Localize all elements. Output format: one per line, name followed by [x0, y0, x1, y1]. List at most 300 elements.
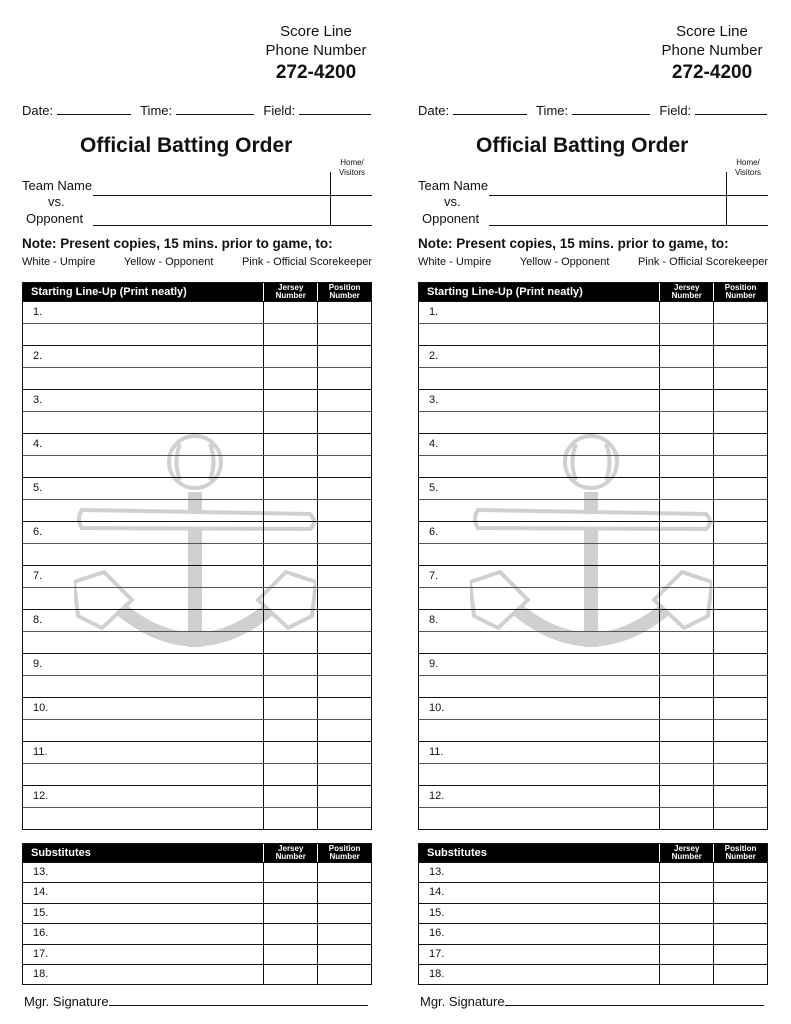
- jersey-number-cell[interactable]: [263, 904, 317, 923]
- table-row[interactable]: [23, 964, 371, 984]
- position-number-cell[interactable]: [713, 786, 767, 807]
- table-row[interactable]: [419, 433, 767, 455]
- note-text: Note: Present copies, 15 mins. prior to game, to:: [418, 236, 729, 251]
- starting-lineup-table: [418, 282, 768, 830]
- jersey-number-cell[interactable]: [659, 412, 713, 433]
- substitute-name-cell[interactable]: 15.: [429, 906, 445, 919]
- batter-name-cell[interactable]: 2.: [429, 350, 439, 362]
- batter-extra-cell[interactable]: [23, 500, 263, 521]
- position-number-cell[interactable]: [713, 863, 767, 882]
- position-number-cell[interactable]: [317, 500, 371, 521]
- batter-name-cell[interactable]: 3.: [33, 394, 43, 406]
- batter-name-cell[interactable]: 6.: [429, 526, 439, 538]
- table-row[interactable]: [419, 543, 767, 565]
- position-number-cell[interactable]: [317, 698, 371, 719]
- batter-name-cell[interactable]: 7.: [429, 570, 439, 582]
- batter-extra-cell[interactable]: [23, 412, 263, 433]
- time-label: Time:: [536, 103, 569, 118]
- position-number-cell[interactable]: [317, 808, 371, 829]
- jersey-number-cell[interactable]: [263, 412, 317, 433]
- substitute-name-cell[interactable]: 18.: [429, 967, 445, 980]
- batter-name-cell[interactable]: 11.: [33, 746, 48, 758]
- position-number-header: Position Number: [317, 844, 371, 862]
- table-row[interactable]: [23, 477, 371, 499]
- position-number-cell[interactable]: [713, 566, 767, 587]
- table-row[interactable]: [419, 741, 767, 763]
- position-number-cell[interactable]: [713, 610, 767, 631]
- position-number-cell[interactable]: [317, 786, 371, 807]
- position-number-cell[interactable]: [317, 924, 371, 943]
- copy-distribution: [22, 256, 372, 268]
- batter-extra-cell[interactable]: [23, 456, 263, 477]
- jersey-number-cell[interactable]: [263, 924, 317, 943]
- batter-extra-cell[interactable]: [419, 544, 659, 565]
- jersey-number-cell[interactable]: [263, 500, 317, 521]
- batter-name-cell[interactable]: 4.: [33, 438, 43, 450]
- batter-name-cell[interactable]: 2.: [33, 350, 43, 362]
- batter-name-cell[interactable]: 12.: [429, 790, 445, 802]
- jersey-number-cell[interactable]: [659, 924, 713, 943]
- position-number-cell[interactable]: [713, 390, 767, 411]
- table-row[interactable]: [419, 565, 767, 587]
- table-row[interactable]: [23, 944, 371, 964]
- position-number-cell[interactable]: [713, 346, 767, 367]
- position-number-cell[interactable]: [317, 478, 371, 499]
- table-row[interactable]: [23, 862, 371, 882]
- batter-extra-cell[interactable]: [419, 676, 659, 697]
- jersey-number-cell[interactable]: [659, 883, 713, 902]
- position-number-cell[interactable]: [713, 764, 767, 785]
- position-number-cell[interactable]: [713, 698, 767, 719]
- jersey-number-cell[interactable]: [659, 676, 713, 697]
- jersey-number-cell[interactable]: [659, 390, 713, 411]
- position-number-cell[interactable]: [317, 302, 371, 323]
- position-number-cell[interactable]: [713, 302, 767, 323]
- table-row[interactable]: [23, 697, 371, 719]
- jersey-number-cell[interactable]: [659, 588, 713, 609]
- jersey-number-cell[interactable]: [263, 588, 317, 609]
- table-row[interactable]: [419, 697, 767, 719]
- jersey-number-cell[interactable]: [263, 808, 317, 829]
- note-text: Note: Present copies, 15 mins. prior to game, to:: [22, 236, 333, 251]
- starting-lineup-table: [22, 282, 372, 830]
- table-row[interactable]: [419, 609, 767, 631]
- position-number-cell[interactable]: [317, 883, 371, 902]
- table-row[interactable]: [419, 675, 767, 697]
- table-row[interactable]: [23, 411, 371, 433]
- substitute-name-cell[interactable]: 16.: [429, 927, 445, 940]
- substitute-name-cell[interactable]: 15.: [33, 906, 49, 919]
- jersey-number-cell[interactable]: [263, 676, 317, 697]
- phone-number-label: Phone Number: [265, 42, 367, 59]
- position-number-cell[interactable]: [713, 434, 767, 455]
- jersey-number-cell[interactable]: [659, 302, 713, 323]
- batter-extra-cell[interactable]: [419, 588, 659, 609]
- position-number-cell[interactable]: [317, 610, 371, 631]
- table-row[interactable]: [419, 964, 767, 984]
- table-row[interactable]: [419, 719, 767, 741]
- batter-name-cell[interactable]: 10.: [33, 702, 49, 714]
- table-row[interactable]: [23, 543, 371, 565]
- table-row[interactable]: [23, 882, 371, 902]
- jersey-number-cell[interactable]: [263, 544, 317, 565]
- jersey-number-cell[interactable]: [659, 808, 713, 829]
- position-number-cell[interactable]: [317, 544, 371, 565]
- position-number-cell[interactable]: [713, 904, 767, 923]
- table-row[interactable]: [23, 741, 371, 763]
- jersey-number-cell[interactable]: [263, 390, 317, 411]
- team-name-blank[interactable]: [489, 195, 768, 196]
- jersey-number-cell[interactable]: [659, 544, 713, 565]
- manager-signature: [420, 994, 764, 1009]
- position-number-header: Position Number: [713, 283, 767, 301]
- batter-name-cell[interactable]: 9.: [429, 658, 439, 670]
- table-row[interactable]: [419, 411, 767, 433]
- table-row[interactable]: [23, 785, 371, 807]
- table-row[interactable]: [23, 653, 371, 675]
- jersey-number-cell[interactable]: [659, 522, 713, 543]
- jersey-number-cell[interactable]: [659, 786, 713, 807]
- table-row[interactable]: [23, 433, 371, 455]
- position-number-cell[interactable]: [713, 368, 767, 389]
- manager-signature: [24, 994, 368, 1009]
- substitute-name-cell[interactable]: 14.: [33, 886, 49, 899]
- signature-blank[interactable]: [109, 994, 368, 1006]
- position-number-cell[interactable]: [317, 346, 371, 367]
- opponent-blank[interactable]: [93, 225, 372, 226]
- jersey-number-cell[interactable]: [263, 456, 317, 477]
- batter-name-cell[interactable]: 10.: [429, 702, 445, 714]
- yellow-copy: Yellow - Opponent: [123, 256, 214, 268]
- home-visitors-divider: [330, 172, 331, 226]
- batter-extra-cell[interactable]: [419, 456, 659, 477]
- position-number-cell[interactable]: [317, 676, 371, 697]
- batter-name-cell[interactable]: 7.: [33, 570, 43, 582]
- jersey-number-cell[interactable]: [263, 720, 317, 741]
- position-number-cell[interactable]: [317, 654, 371, 675]
- date-time-field-row: [22, 103, 372, 118]
- position-number-cell[interactable]: [713, 808, 767, 829]
- jersey-number-header: Jersey Number: [659, 283, 713, 301]
- jersey-number-cell[interactable]: [263, 346, 317, 367]
- position-number-cell[interactable]: [317, 324, 371, 345]
- position-number-cell[interactable]: [317, 434, 371, 455]
- position-number-cell[interactable]: [317, 588, 371, 609]
- position-number-cell[interactable]: [713, 654, 767, 675]
- jersey-number-cell[interactable]: [263, 945, 317, 964]
- substitutes-header: [23, 844, 371, 862]
- jersey-number-cell[interactable]: [263, 522, 317, 543]
- position-number-cell[interactable]: [713, 478, 767, 499]
- jersey-number-cell[interactable]: [659, 324, 713, 345]
- jersey-number-cell[interactable]: [659, 698, 713, 719]
- position-number-cell[interactable]: [317, 522, 371, 543]
- jersey-number-cell[interactable]: [659, 346, 713, 367]
- date-blank[interactable]: [453, 103, 527, 115]
- table-row[interactable]: [23, 455, 371, 477]
- batter-name-cell[interactable]: 8.: [33, 614, 43, 626]
- batter-name-cell[interactable]: 11.: [429, 746, 444, 758]
- batter-extra-cell[interactable]: [23, 544, 263, 565]
- table-row[interactable]: [419, 477, 767, 499]
- table-row[interactable]: [23, 301, 371, 323]
- jersey-number-cell[interactable]: [263, 368, 317, 389]
- jersey-number-cell[interactable]: [263, 965, 317, 984]
- time-blank[interactable]: [572, 103, 650, 115]
- substitute-name-cell[interactable]: 16.: [33, 927, 49, 940]
- substitute-name-cell[interactable]: 13.: [33, 866, 49, 878]
- batter-extra-cell[interactable]: [23, 632, 263, 653]
- batter-extra-cell[interactable]: [23, 368, 263, 389]
- vs-label: vs.: [48, 194, 65, 209]
- batter-name-cell[interactable]: 1.: [33, 306, 43, 318]
- table-row[interactable]: [23, 763, 371, 785]
- phone-number-label: Phone Number: [661, 42, 763, 59]
- table-row[interactable]: [23, 587, 371, 609]
- table-row[interactable]: [23, 631, 371, 653]
- table-row[interactable]: [419, 587, 767, 609]
- visitors-label: Visitors: [734, 168, 762, 177]
- table-row[interactable]: [419, 763, 767, 785]
- table-row[interactable]: [419, 807, 767, 829]
- batter-name-cell[interactable]: 8.: [429, 614, 439, 626]
- jersey-number-cell[interactable]: [263, 324, 317, 345]
- table-row[interactable]: [419, 455, 767, 477]
- jersey-number-cell[interactable]: [659, 742, 713, 763]
- score-line-label: Score Line: [676, 23, 748, 40]
- table-row[interactable]: [419, 345, 767, 367]
- team-name-label: Team Name: [22, 178, 93, 193]
- batter-extra-cell[interactable]: [419, 324, 659, 345]
- position-number-cell[interactable]: [713, 883, 767, 902]
- jersey-number-cell[interactable]: [263, 698, 317, 719]
- jersey-number-cell[interactable]: [659, 456, 713, 477]
- batter-name-cell[interactable]: 12.: [33, 790, 49, 802]
- field-blank[interactable]: [299, 103, 371, 115]
- table-row[interactable]: [23, 675, 371, 697]
- position-number-cell[interactable]: [713, 324, 767, 345]
- position-number-cell[interactable]: [713, 676, 767, 697]
- jersey-number-cell[interactable]: [263, 786, 317, 807]
- batter-name-cell[interactable]: 4.: [429, 438, 439, 450]
- field-label: Field:: [659, 103, 692, 118]
- opponent-blank[interactable]: [489, 225, 768, 226]
- date-blank[interactable]: [57, 103, 131, 115]
- table-row[interactable]: [419, 653, 767, 675]
- lineup-title: Starting Line-Up (Print neatly): [31, 286, 187, 298]
- home-visitors-label: [332, 158, 372, 178]
- field-blank[interactable]: [695, 103, 767, 115]
- batting-order-sheet-left: [22, 0, 372, 1024]
- batter-name-cell[interactable]: 9.: [33, 658, 43, 670]
- position-number-cell[interactable]: [713, 500, 767, 521]
- table-row[interactable]: [23, 923, 371, 943]
- table-row[interactable]: [23, 389, 371, 411]
- position-number-cell[interactable]: [713, 588, 767, 609]
- copy-distribution: [418, 256, 768, 268]
- table-row[interactable]: [23, 521, 371, 543]
- table-row[interactable]: [419, 785, 767, 807]
- position-number-cell[interactable]: [713, 720, 767, 741]
- table-row[interactable]: [419, 499, 767, 521]
- table-row[interactable]: [23, 367, 371, 389]
- position-number-cell[interactable]: [713, 924, 767, 943]
- table-row[interactable]: [23, 323, 371, 345]
- time-label: Time:: [140, 103, 173, 118]
- table-row[interactable]: [419, 521, 767, 543]
- position-number-cell[interactable]: [317, 742, 371, 763]
- table-row[interactable]: [419, 882, 767, 902]
- position-number-cell[interactable]: [317, 863, 371, 882]
- table-row[interactable]: [419, 903, 767, 923]
- table-row[interactable]: [23, 609, 371, 631]
- batter-extra-cell[interactable]: [419, 720, 659, 741]
- table-row[interactable]: [419, 923, 767, 943]
- table-row[interactable]: [23, 345, 371, 367]
- table-row[interactable]: [419, 862, 767, 882]
- jersey-number-cell[interactable]: [659, 500, 713, 521]
- batter-name-cell[interactable]: 3.: [429, 394, 439, 406]
- batter-name-cell[interactable]: 1.: [429, 306, 439, 318]
- table-row[interactable]: [23, 719, 371, 741]
- batter-name-cell[interactable]: 5.: [33, 482, 43, 494]
- jersey-number-cell[interactable]: [659, 368, 713, 389]
- visitors-label: Visitors: [338, 168, 366, 177]
- batter-extra-cell[interactable]: [23, 720, 263, 741]
- table-row[interactable]: [419, 323, 767, 345]
- position-number-cell[interactable]: [317, 965, 371, 984]
- batter-extra-cell[interactable]: [23, 588, 263, 609]
- jersey-number-cell[interactable]: [659, 566, 713, 587]
- jersey-number-cell[interactable]: [263, 632, 317, 653]
- jersey-number-cell[interactable]: [659, 945, 713, 964]
- jersey-number-cell[interactable]: [659, 632, 713, 653]
- jersey-number-cell[interactable]: [263, 610, 317, 631]
- signature-label: Mgr. Signature: [420, 994, 505, 1009]
- opponent-label: Opponent: [422, 211, 480, 226]
- position-number-cell[interactable]: [317, 456, 371, 477]
- jersey-number-cell[interactable]: [263, 478, 317, 499]
- table-row[interactable]: [23, 807, 371, 829]
- batter-extra-cell[interactable]: [419, 412, 659, 433]
- home-label: Home/: [340, 158, 364, 167]
- batter-extra-cell[interactable]: [419, 500, 659, 521]
- team-name-blank[interactable]: [93, 195, 372, 196]
- score-line-block: [638, 22, 786, 85]
- jersey-number-cell[interactable]: [659, 720, 713, 741]
- date-label: Date:: [22, 103, 54, 118]
- position-number-header: Position Number: [317, 283, 371, 301]
- jersey-number-cell[interactable]: [659, 478, 713, 499]
- table-row[interactable]: [419, 367, 767, 389]
- position-number-cell[interactable]: [713, 632, 767, 653]
- position-number-cell[interactable]: [713, 945, 767, 964]
- opponent-label: Opponent: [26, 211, 84, 226]
- jersey-number-cell[interactable]: [263, 863, 317, 882]
- table-row[interactable]: [419, 631, 767, 653]
- substitutes-title: Substitutes: [427, 847, 487, 859]
- table-row[interactable]: [23, 903, 371, 923]
- substitute-name-cell[interactable]: 18.: [33, 967, 49, 980]
- jersey-number-cell[interactable]: [659, 610, 713, 631]
- jersey-number-cell[interactable]: [263, 566, 317, 587]
- substitutes-title: Substitutes: [31, 847, 91, 859]
- white-copy: White - Umpire: [418, 256, 492, 268]
- jersey-number-cell[interactable]: [263, 764, 317, 785]
- substitute-name-cell[interactable]: 14.: [429, 886, 445, 899]
- table-row[interactable]: [23, 565, 371, 587]
- position-number-cell[interactable]: [317, 368, 371, 389]
- table-row[interactable]: [419, 389, 767, 411]
- batter-name-cell[interactable]: 5.: [429, 482, 439, 494]
- jersey-number-cell[interactable]: [659, 654, 713, 675]
- position-number-cell[interactable]: [713, 522, 767, 543]
- substitute-name-cell[interactable]: 17.: [429, 947, 445, 960]
- table-row[interactable]: [23, 499, 371, 521]
- phone-number: 272-4200: [671, 62, 753, 83]
- position-number-cell[interactable]: [713, 412, 767, 433]
- jersey-number-cell[interactable]: [263, 883, 317, 902]
- form-title: Official Batting Order: [476, 134, 689, 157]
- batter-extra-cell[interactable]: [419, 632, 659, 653]
- batter-extra-cell[interactable]: [23, 676, 263, 697]
- batter-extra-cell[interactable]: [23, 808, 263, 829]
- jersey-number-header: Jersey Number: [659, 844, 713, 862]
- position-number-cell[interactable]: [317, 945, 371, 964]
- jersey-number-cell[interactable]: [659, 965, 713, 984]
- position-number-cell[interactable]: [317, 904, 371, 923]
- phone-number: 272-4200: [275, 62, 357, 83]
- home-visitors-label: [728, 158, 768, 178]
- position-number-cell[interactable]: [713, 965, 767, 984]
- signature-blank[interactable]: [505, 994, 764, 1006]
- batter-extra-cell[interactable]: [23, 764, 263, 785]
- jersey-number-cell[interactable]: [263, 654, 317, 675]
- position-number-cell[interactable]: [713, 456, 767, 477]
- substitutes-table: [418, 843, 768, 985]
- jersey-number-cell[interactable]: [659, 904, 713, 923]
- jersey-number-cell[interactable]: [263, 302, 317, 323]
- batter-extra-cell[interactable]: [419, 368, 659, 389]
- position-number-cell[interactable]: [317, 764, 371, 785]
- batter-extra-cell[interactable]: [23, 324, 263, 345]
- substitute-name-cell[interactable]: 13.: [429, 866, 445, 878]
- table-row[interactable]: [419, 301, 767, 323]
- batter-name-cell[interactable]: 6.: [33, 526, 43, 538]
- jersey-number-cell[interactable]: [659, 764, 713, 785]
- pink-copy: Pink - Official Scorekeeper: [637, 256, 768, 268]
- table-row[interactable]: [419, 944, 767, 964]
- position-number-cell[interactable]: [317, 412, 371, 433]
- jersey-number-cell[interactable]: [263, 742, 317, 763]
- time-blank[interactable]: [176, 103, 254, 115]
- jersey-number-header: Jersey Number: [263, 844, 317, 862]
- position-number-cell[interactable]: [317, 390, 371, 411]
- lineup-header: [23, 283, 371, 301]
- jersey-number-cell[interactable]: [263, 434, 317, 455]
- position-number-cell[interactable]: [713, 742, 767, 763]
- jersey-number-cell[interactable]: [659, 863, 713, 882]
- batter-extra-cell[interactable]: [419, 808, 659, 829]
- position-number-cell[interactable]: [317, 566, 371, 587]
- substitute-name-cell[interactable]: 17.: [33, 947, 49, 960]
- team-name-label: Team Name: [418, 178, 489, 193]
- position-number-cell[interactable]: [713, 544, 767, 565]
- position-number-cell[interactable]: [317, 720, 371, 741]
- jersey-number-cell[interactable]: [659, 434, 713, 455]
- position-number-cell[interactable]: [317, 632, 371, 653]
- batter-extra-cell[interactable]: [419, 764, 659, 785]
